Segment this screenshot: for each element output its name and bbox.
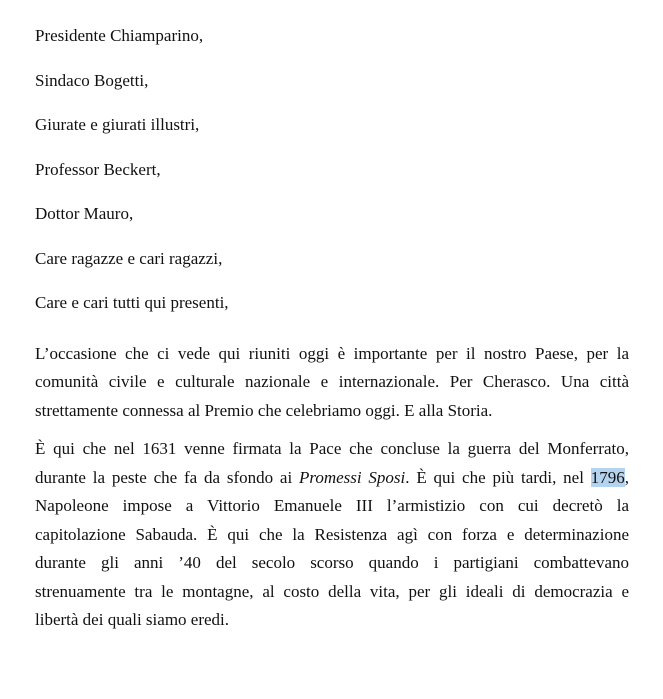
text-run: , [624,467,629,487]
salutation-line: Presidente Chiamparino, [35,26,204,45]
paragraph-line: L’occasione che ci vede qui riuniti oggi è importante per il nostro Paese, per la [35,343,629,363]
salutation-line: Professor Beckert, [35,159,161,179]
paragraph-line: libertà dei quali siamo eredi. [35,610,230,629]
selected-text-highlight[interactable]: 1796 [590,467,625,487]
salutation-line: Care ragazze e cari ragazzi, [35,248,223,268]
paragraph-occasion [35,340,629,426]
salutation-line: Care e cari tutti qui presenti, [35,293,229,312]
paragraph-line [35,464,629,493]
salutation-line: Sindaco Bogetti, [35,70,149,90]
book-title: Promessi Sposi [298,467,406,487]
paragraph-history [35,435,629,635]
paragraph-line: È qui che nel 1631 venne firmata la Pace che concluse la guerra del Monferrato, [35,439,629,458]
paragraph-line: capitolazione Sabauda. È qui che la Resistenza agì con forza e determinazione [35,524,629,544]
salutation-line: Giurate e giurati illustri, [35,115,200,134]
salutation-line: Dottor Mauro, [35,204,134,223]
paragraph-line: strenuamente tra le montagne, al costo della vita, per gli ideali di democrazia e [35,581,629,601]
paragraph-line: comunità civile e culturale nazionale e internazionale. Per Cherasco. Una città [35,372,629,391]
paragraph-line: strettamente connessa al Premio che celebriamo oggi. E alla Storia. [35,400,493,420]
paragraph-line: Napoleone impose a Vittorio Emanuele III l’armistizio con cui decretò la [35,496,629,515]
text-run: . È qui che più tardi, nel [405,467,591,487]
paragraph-line: durante gli anni ’40 del secolo scorso quando i partigiani combattevano [35,553,629,572]
text-run: durante la peste che fa da sfondo ai [35,467,299,487]
document-body [35,24,629,635]
